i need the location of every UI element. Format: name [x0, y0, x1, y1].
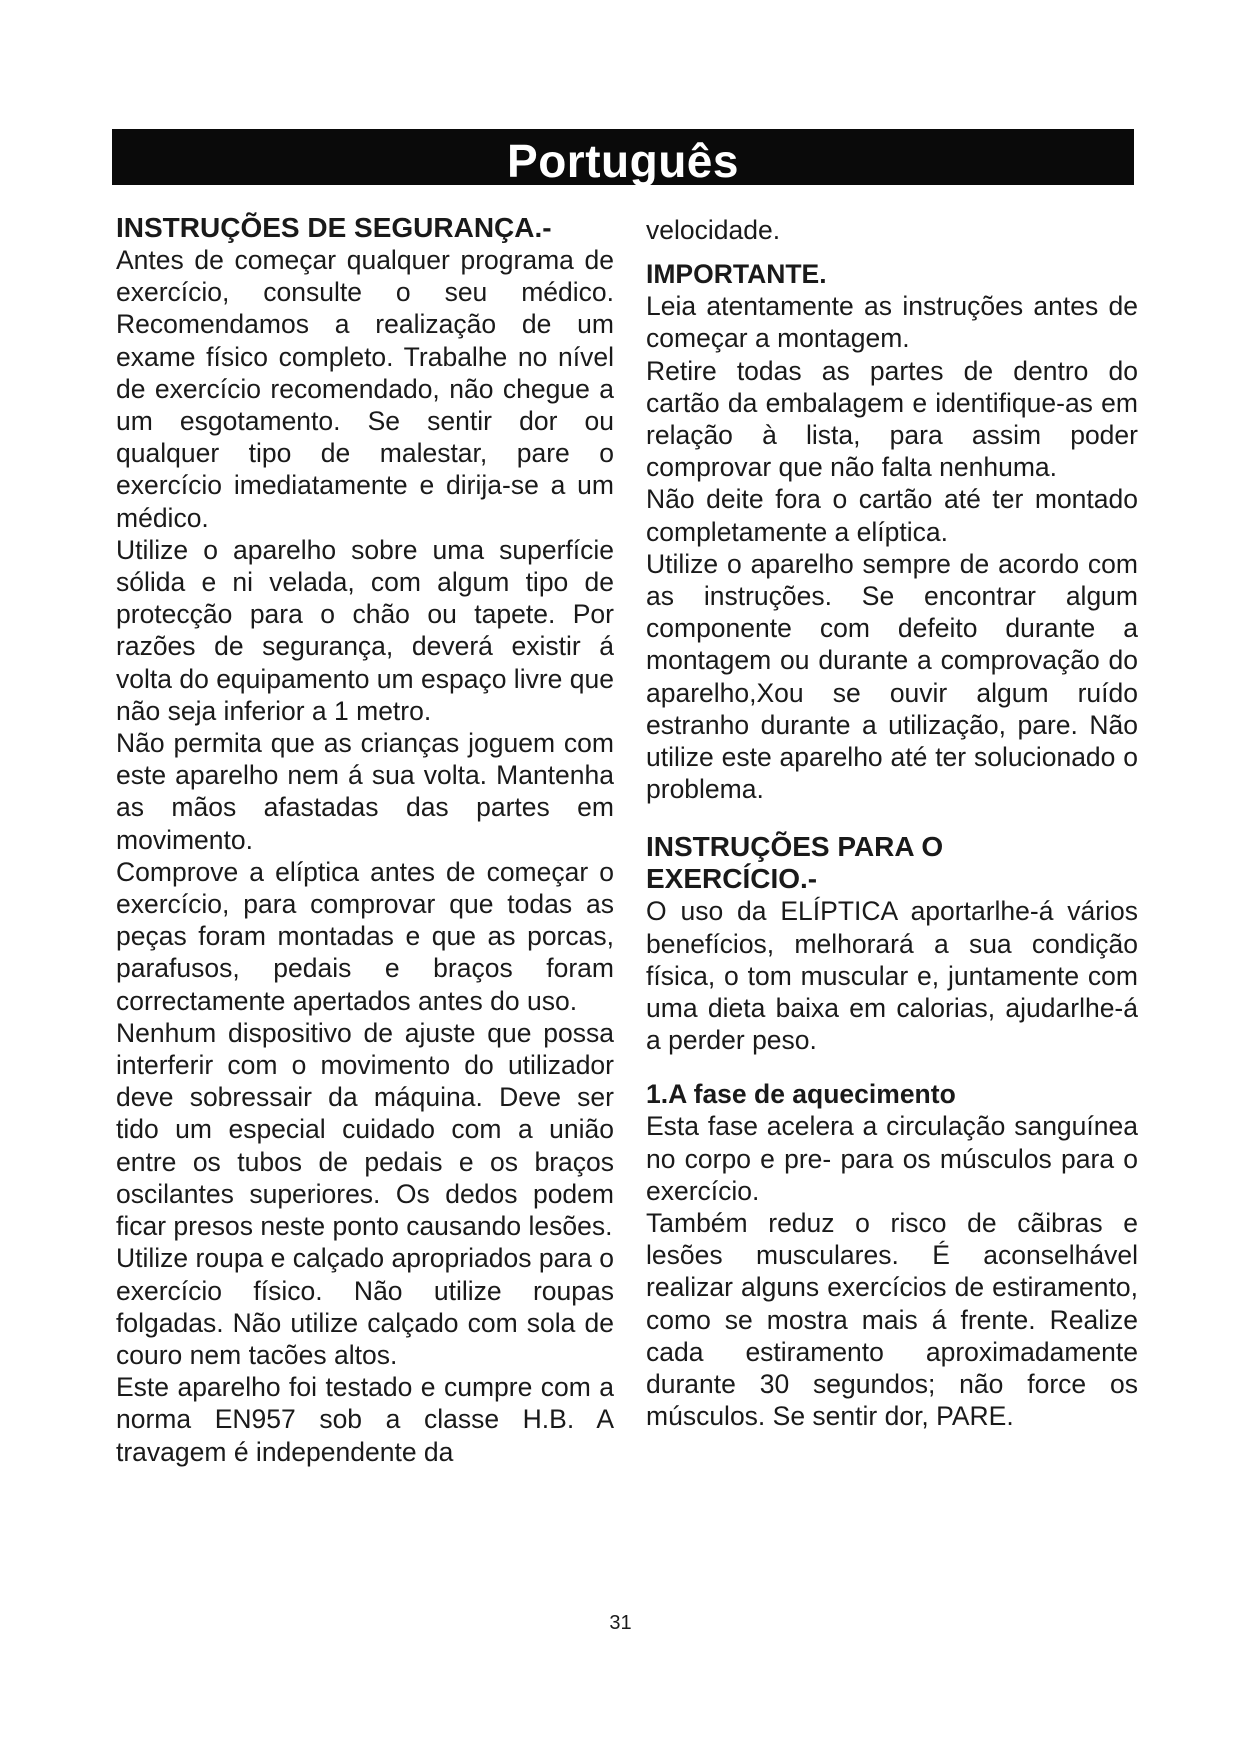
safety-paragraph: Este aparelho foi testado e cumpre com a norma EN957 sob a classe H.B. A travagem é independente da	[116, 1372, 614, 1467]
left-column	[116, 212, 614, 1468]
language-banner	[112, 129, 1134, 185]
important-heading: IMPORTANTE.	[646, 259, 827, 290]
exercise-heading-line: INSTRUÇÕES PARA O	[646, 831, 944, 863]
safety-paragraph: Utilize o aparelho sobre uma superfície sólida e ni velada, com algum tipo de protecção para o chão ou tapete. Por razões de segurança, deverá existir á volta do equipamento um espaço livre que não seja inferior a 1 metro.	[116, 534, 614, 726]
warmup-paragraph: Esta fase acelera a circulação sanguínea no corpo e pre- para os músculos para o exercício.	[646, 1111, 1138, 1206]
right-column	[646, 214, 1138, 1433]
important-paragraph: Utilize o aparelho sempre de acordo com as instruções. Se encontrar algum componente com defeito durante a montagem ou durante a comprovação do aparelho,Xou se ouvir algum ruído estranho durante a utilização, pare. Não utilize este aparelho até ter solucionado o problema.	[646, 548, 1138, 805]
safety-paragraph: Não permita que as crianças joguem com este aparelho nem á sua volta. Mantenha as mãos afastadas das partes em movimento.	[116, 728, 614, 855]
exercise-heading-line: EXERCÍCIO.-	[646, 863, 818, 895]
page-number: 31	[609, 1612, 632, 1634]
safety-paragraph: Utilize roupa e calçado apropriados para o exercício físico. Não utilize roupas folgadas. Não utilize calçado com sola de couro nem tacões altos.	[116, 1243, 614, 1370]
warmup-heading: 1.A fase de aquecimento	[646, 1079, 956, 1110]
important-paragraph: Leia atentamente as instruções antes de começar a montagem.	[646, 291, 1138, 354]
safety-paragraph: Antes de começar qualquer programa de exercício, consulte o seu médico. Recomendamos a realização de um exame físico completo. Trabalhe no nível de exercício recomendado, não chegue a um esgotamento. Se sentir dor ou qualquer tipo de malestar, pare o exercício imediatamente e dirija-se a um médico.	[116, 245, 614, 533]
language-title: Português	[507, 135, 739, 187]
important-paragraph: Retire todas as partes de dentro do cartão da embalagem e identifique-as em relação à lista, para assim poder comprovar que não falta nenhuma.	[646, 355, 1138, 483]
continuation-text: velocidade.	[646, 215, 781, 245]
warmup-paragraph: Também reduz o risco de cãibras e lesões musculares. É aconselhável realizar alguns exercícios de estiramento, como se mostra mais á frente. Realize cada estiramento aproximadamente durante 30 segundos; não force os músculos. Se sentir dor, PARE.	[646, 1208, 1138, 1432]
safety-paragraph: Comprove a elíptica antes de começar o exercício, para comprovar que todas as peças foram montadas e que as porcas, parafusos, pedais e braços foram correctamente apertados antes do uso.	[116, 856, 614, 1016]
exercise-paragraph: O uso da ELÍPTICA aportarlhe-á vários benefícios, melhorará a sua condição física, o tom muscular e, juntamente com uma dieta baixa em calorias, ajudarlhe-á a perder peso.	[646, 896, 1138, 1056]
important-paragraph: Não deite fora o cartão até ter montado completamente a elíptica.	[646, 484, 1138, 547]
exercise-instructions-heading	[646, 831, 1138, 895]
safety-instructions-heading: INSTRUÇÕES DE SEGURANÇA.-	[116, 212, 552, 243]
safety-paragraph: Nenhum dispositivo de ajuste que possa interferir com o movimento do utilizador deve sobressair da máquina. Deve ser tido um especial cuidado com a união entre os tubos de pedais e os braços oscilantes superiores. Os dedos podem ficar presos neste ponto causando lesões.	[116, 1017, 614, 1242]
